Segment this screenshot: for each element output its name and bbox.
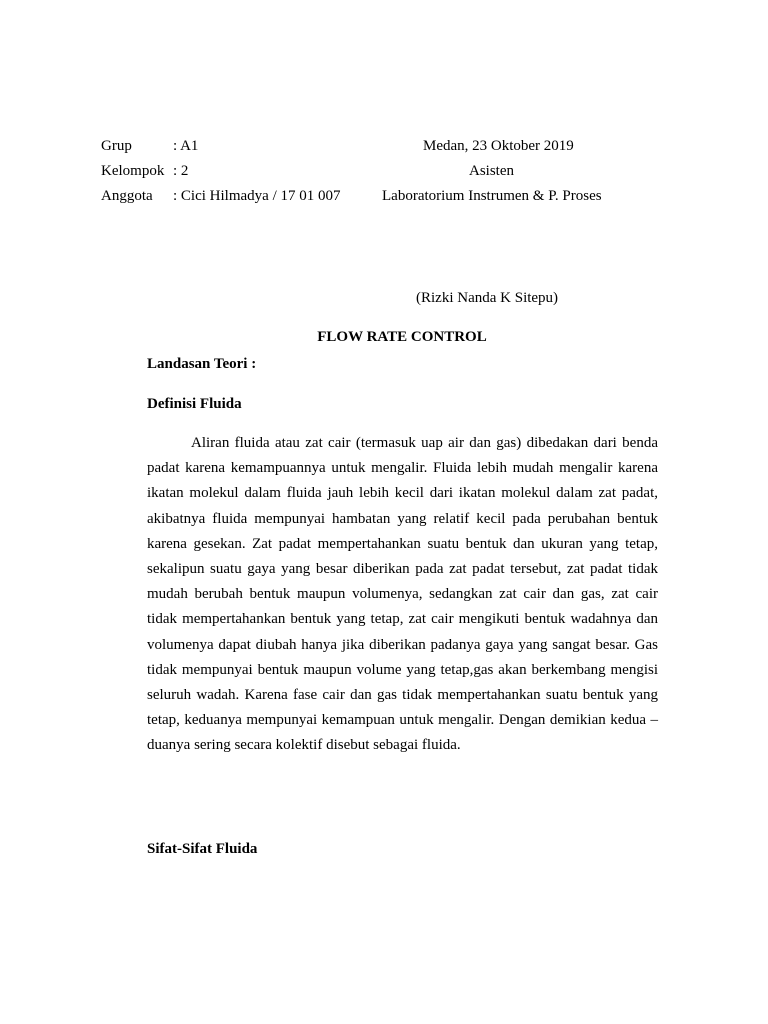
section-heading-sifat: Sifat-Sifat Fluida bbox=[147, 841, 258, 857]
kelompok-value: : 2 bbox=[173, 163, 189, 179]
anggota-value: : Cici Hilmadya / 17 01 007 bbox=[173, 188, 341, 204]
kelompok-label: Kelompok bbox=[101, 163, 165, 179]
grup-label: Grup bbox=[101, 138, 132, 154]
grup-value: : A1 bbox=[173, 138, 199, 154]
asisten-name: (Rizki Nanda K Sitepu) bbox=[416, 290, 559, 306]
section-heading-definisi: Definisi Fluida bbox=[147, 396, 242, 412]
paragraph-text: Aliran fluida atau zat cair (termasuk uap air dan gas) dibedakan dari benda padat karena kemampuannya untuk mengalir. Fluida lebih mudah mengalir karena ikatan molekul dalam fluida jauh lebih kecil dari ikatan molekul dalam zat padat, akibatnya fluida mempunyai hambatan yang relatif kecil pada perubahan bentuk karena gesekan. Zat padat mempertahankan suatu bentuk dan ukuran yang tetap, sekalipun suatu gaya yang besar diberikan pada zat padat tersebut, zat padat tidak mudah berubah bentuk maupun volumenya, sedangkan zat cair dan gas, zat cair tidak mempertahankan bentuk yang tetap, zat cair mengikuti bentuk wadahnya dan volumenya dapat diubah hanya jika diberikan padanya gaya yang sangat besar. Gas tidak mempunyai bentuk maupun volume yang tetap,gas akan berkembang mengisi seluruh wadah. Karena fase cair dan gas tidak mempertahankan suatu bentuk yang tetap, keduanya mempunyai kemampuan untuk mengalir. Dengan demikian kedua – duanya sering secara kolektif disebut sebagai fluida. bbox=[147, 435, 658, 754]
paragraph-definisi-fluida bbox=[147, 431, 658, 759]
document-title: FLOW RATE CONTROL bbox=[317, 329, 487, 345]
place-date: Medan, 23 Oktober 2019 bbox=[423, 138, 574, 154]
asisten-label: Asisten bbox=[469, 163, 514, 179]
lab-name: Laboratorium Instrumen & P. Proses bbox=[382, 188, 602, 204]
section-heading-landasan: Landasan Teori : bbox=[147, 356, 257, 372]
anggota-label: Anggota bbox=[101, 188, 153, 204]
